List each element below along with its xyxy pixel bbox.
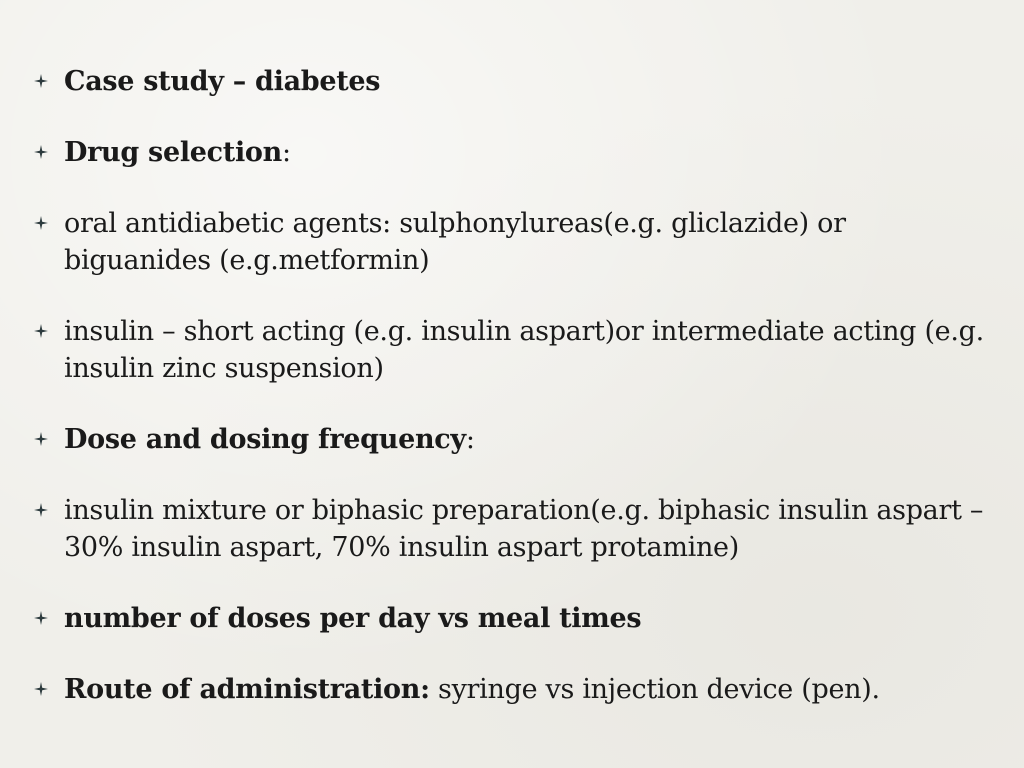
bullet-text (64, 492, 992, 566)
bullet-normal-text: insulin – short acting (e.g. insulin aspart)or intermediate acting (e.g. insulin zinc suspension) (64, 316, 984, 384)
bullet-star-icon (32, 671, 50, 707)
bullet-star-icon (32, 492, 50, 528)
bullet-normal-text: insulin mixture or biphasic preparation(e.g. biphasic insulin aspart – 30% insulin aspart, 70% insulin aspart protamine) (64, 495, 984, 563)
bullet-bold-text: number of doses per day vs meal times (64, 603, 642, 634)
bullet-text (64, 421, 475, 458)
bullet-text (64, 600, 641, 637)
bullet-text (64, 63, 380, 100)
bullet-star-icon (32, 205, 50, 241)
bullet-item-case-study (32, 63, 992, 100)
bullet-item-route (32, 671, 992, 708)
bullet-item-insulin-acting (32, 313, 992, 387)
bullet-bold-text: Case study – diabetes (64, 66, 381, 97)
bullet-item-insulin-mixture (32, 492, 992, 566)
bullet-star-icon (32, 313, 50, 349)
bullet-bold-text: Drug selection (64, 137, 282, 168)
bullet-normal-text: : (281, 137, 291, 168)
bullet-text (64, 134, 291, 171)
bullet-normal-text: : (465, 424, 475, 455)
bullet-text (64, 671, 880, 708)
bullet-bold-text: Dose and dosing frequency (64, 424, 466, 455)
bullet-item-oral-antidiabetic (32, 205, 992, 279)
bullet-item-drug-selection (32, 134, 992, 171)
bullet-item-doses-per-day (32, 600, 992, 637)
bullet-text (64, 205, 992, 279)
bullet-text (64, 313, 992, 387)
bullet-normal-text: syringe vs injection device (pen). (429, 674, 880, 705)
bullet-normal-text: oral antidiabetic agents: sulphonylureas(e.g. gliclazide) or biguanides (e.g.metformin) (64, 208, 846, 276)
bullet-bold-text: Route of administration: (64, 674, 430, 705)
bullet-star-icon (32, 600, 50, 636)
bullet-item-dose-frequency (32, 421, 992, 458)
bullet-star-icon (32, 421, 50, 457)
bullet-star-icon (32, 63, 50, 99)
bullet-star-icon (32, 134, 50, 170)
